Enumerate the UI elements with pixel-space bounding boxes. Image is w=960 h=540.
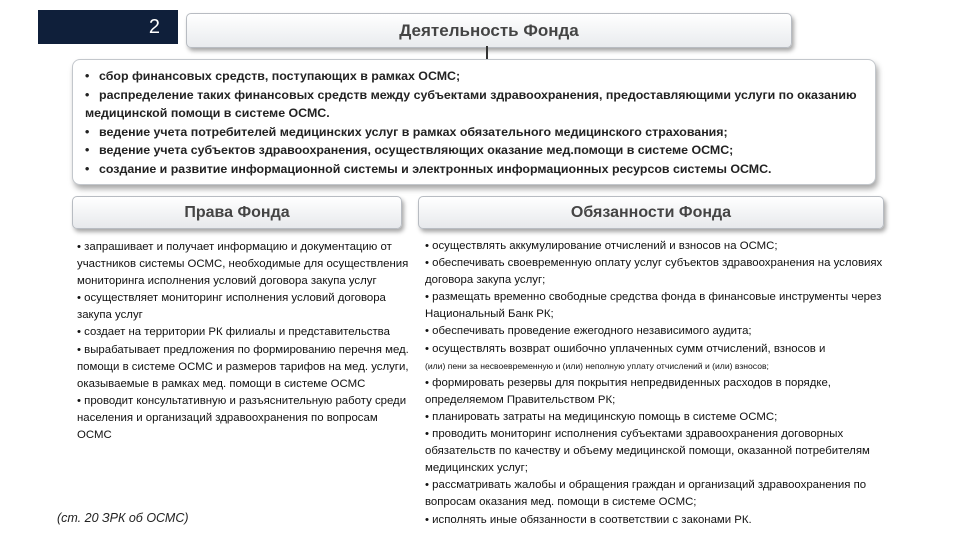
activities-box: [72, 59, 876, 185]
connector-line: [486, 46, 488, 59]
rights-item: • проводит консультативную и разъяснительную работу среди населения и организаций здравоохранения по вопросам ОСМС: [77, 394, 407, 442]
activity-item: • создание и развитие информационной системы и электронных информационных ресурсов системы ОСМС.: [85, 161, 772, 176]
citation: (ст. 20 ЗРК об ОСМС): [57, 511, 189, 525]
slide-number: 2: [38, 10, 178, 44]
rights-item: • осуществляет мониторинг исполнения условий договора закупа услуг: [77, 292, 386, 322]
duties-item: • формировать резервы для покрытия непредвиденных расходов в порядке, определяемом Правительством РК;: [425, 376, 831, 406]
duties-list: [425, 238, 891, 529]
page-title: Деятельность Фонда: [186, 13, 792, 48]
duties-item: • обеспечивать своевременную оплату услуг субъектов здравоохранения на условиях договора закупа услуг;: [425, 257, 883, 287]
rights-item: • вырабатывает предложения по формированию перечня мед. помощи в системе ОСМС и размеров тарифов на мед. услуги, оказываемые в рамках мед. помощи в системе ОСМС: [77, 343, 409, 390]
duties-item: • проводить мониторинг исполнения субъектами здравоохранения договорных обязательств по качеству и объему медицинской помощи, оказанной потребителям медицинских услуг;: [425, 428, 870, 475]
duties-item: • планировать затраты на медицинскую помощь в системе ОСМС;: [425, 410, 778, 423]
duties-item: • осуществлять возврат ошибочно уплаченных сумм отчислений, взносов и (или) пени за несвоевременную и (или) неполную уплату отчислений и (или) взносов;: [425, 342, 826, 371]
duties-item: • размещать временно свободные средства фонда в финансовые инструменты через Национальный Банк РК;: [425, 291, 882, 321]
activity-item: • ведение учета потребителей медицинских услуг в рамках обязательного медицинского страхования;: [85, 124, 728, 139]
activity-item: • распределение таких финансовых средств между субъектами здравоохранения, предоставляющими услуги по оказанию медицинской помощи в системе ОСМС.: [85, 87, 857, 121]
duties-item: • рассматривать жалобы и обращения граждан и организаций здравоохранения по вопросам оказания мед. помощи в системе ОСМС;: [425, 479, 867, 509]
activity-item: • сбор финансовых средств, поступающих в рамках ОСМС;: [85, 69, 461, 83]
rights-item: • запрашивает и получает информацию и документацию от участников системы ОСМС, необходимые для осуществления мониторинга исполнения условий договора закупа услуг: [77, 241, 409, 288]
duties-item: • осуществлять аккумулирование отчислений и взносов на ОСМС;: [425, 240, 778, 252]
rights-list: [77, 239, 412, 444]
rights-heading: Права Фонда: [72, 196, 402, 229]
duties-heading: Обязанности Фонда: [418, 196, 884, 229]
duties-item: • обеспечивать проведение ежегодного независимого аудита;: [425, 325, 752, 338]
duties-note: (или) пени за несвоевременную и (или) неполную уплату отчислений и (или) взносов;: [425, 360, 769, 371]
duties-item: • исполнять иные обязанности в соответствии с законами РК.: [425, 513, 752, 526]
activity-item: • ведение учета субъектов здравоохранения, осуществляющих оказание мед.помощи в системе ОСМС;: [85, 143, 734, 158]
rights-item: • создает на территории РК филиалы и представительства: [77, 326, 390, 339]
